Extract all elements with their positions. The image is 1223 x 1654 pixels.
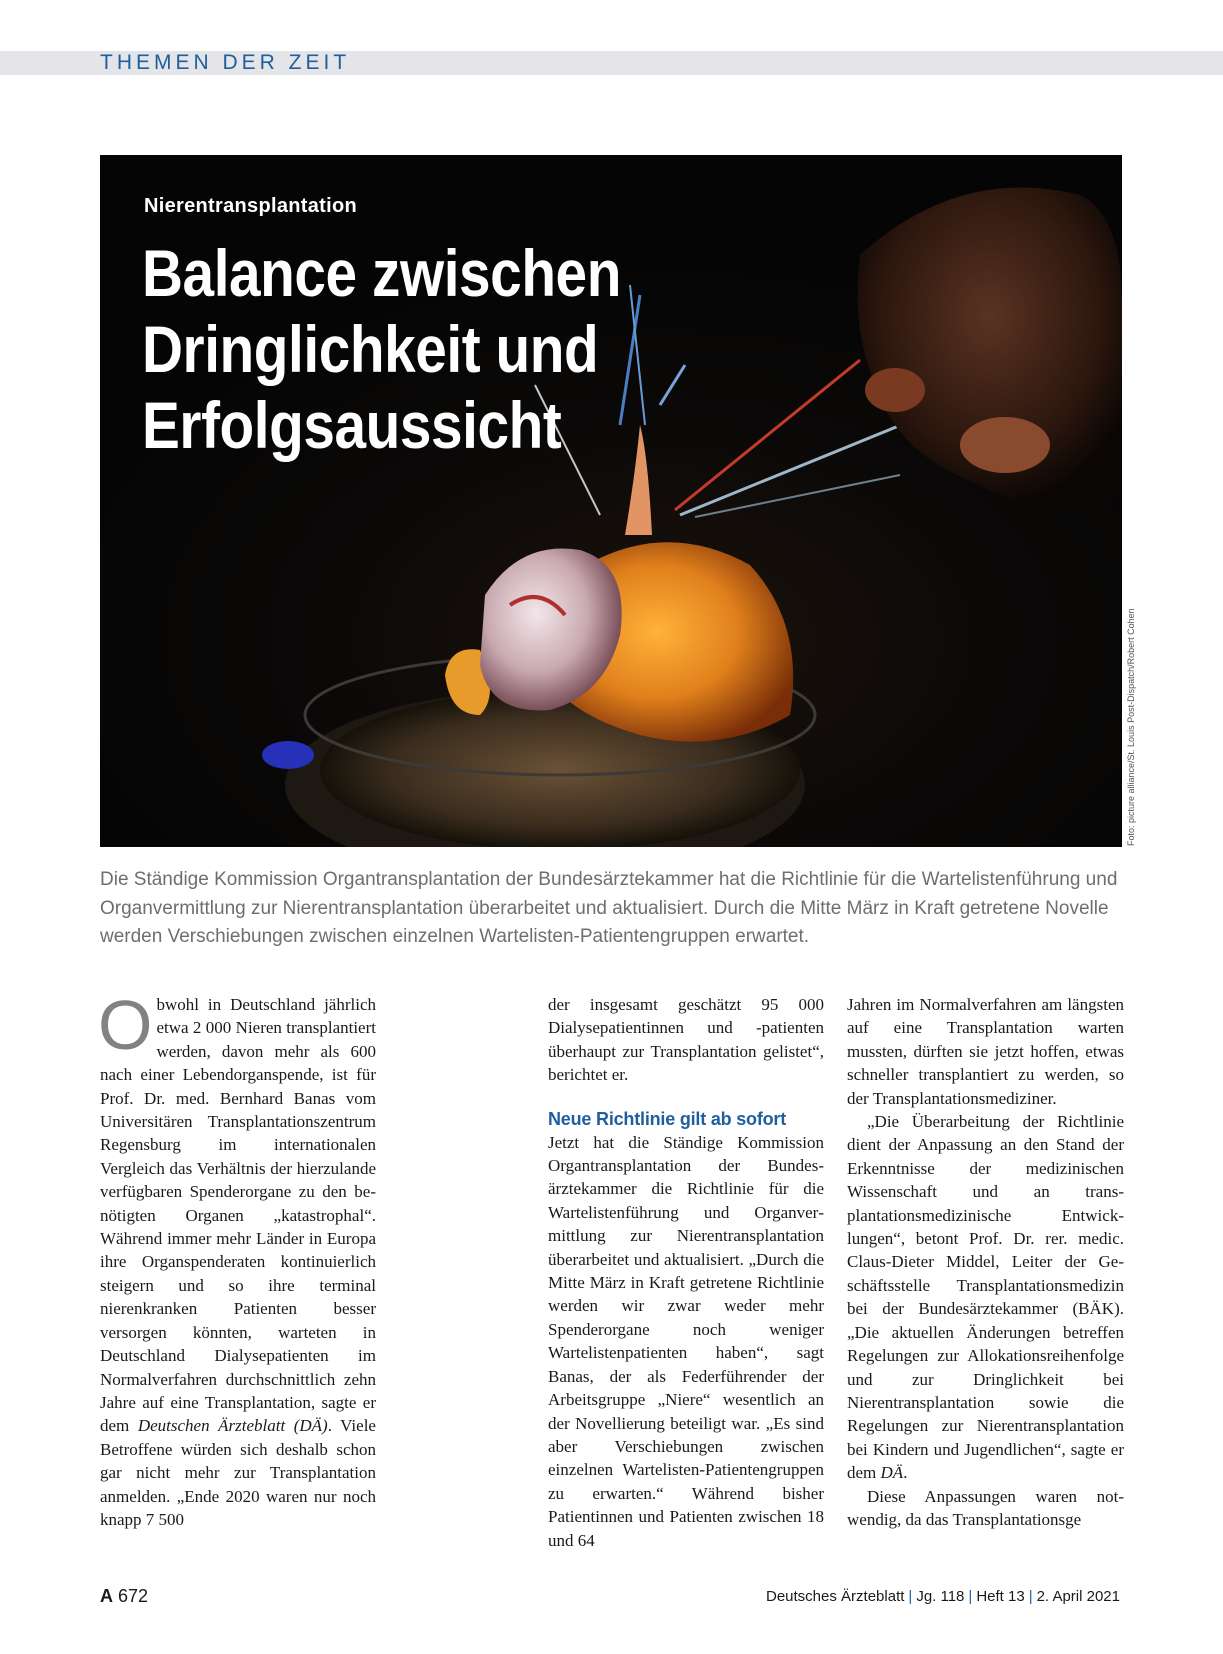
- body-text: „Die Überarbeitung der Richtlinie dient der Anpassung an den Stand der Erkenntnisse der medizinischen Wissenschaft und an transplantationsmedizinische Entwicklungen“, betont Prof. Dr. rer. medic. Claus-Dieter Middel, Leiter der Geschäftsstelle Transplantationsmedizin bei der Bundesärztekammer (BÄK). „Die aktuellen Änderungen betreffen Regelungen zur Allokationsreihenfolge und zur Dringlichkeit bei Nierentransplantation sowie die Regelungen zur Nierentransplantation bei Kindern und Jugendlichen“, sagte er dem: [847, 1112, 1124, 1483]
- article-title-line: Balance zwischen: [142, 236, 621, 310]
- body-text: .: [903, 1463, 908, 1483]
- journal-footer: [766, 1588, 1120, 1605]
- body-paragraph: [847, 1110, 1124, 1485]
- body-text: bwohl in Deutschland jährlich etwa 2 000 Nieren transplantiert werden, davon mehr als 600 nach einer Lebendorganspende, ist für Prof. Dr. med. Bernhard Banas vom Universitären Transplantationszentrum Regensburg im internationalen Vergleich das Verhältnis der hierzulande verfügbaren Spenderorgane zu den benötigten Organen „katastrophal“. Während immer mehr Länder in Europa ihre Organspenderaten kontinuierlich steigern und so ihre terminal nierenkranken Patienten besser versorgen könnten, warteten in Deutschland Dialysepatienten im Normalverfahren durchschnittlich zehn Jahre auf eine Transplantation, sagte er dem: [100, 995, 376, 1436]
- body-paragraph: Diese Anpassungen waren notwendig, da das Transplantationsge: [847, 1486, 1124, 1529]
- photo-credit: Foto: picture alliance/St. Louis Post-Dispatch/Robert Cohen: [1126, 608, 1136, 846]
- body-paragraph: Jetzt hat die Ständige Kommission Organtransplantation der Bundesärztekammer die Richtlinie für die Wartelistenführung und Organvermittlung zur Nierentransplantation überarbeitet und aktualisiert. „Durch die Mitte März in Kraft getretene Richtlinie werden wir zwar weder mehr Spenderorgane noch weniger Wartelistenpatienten haben“, sagt Banas, der als Federführender der Arbeitsgruppe „Niere“ wesentlich an der Novellierung beteiligt war. „Es sind aber Verschiebungen zwischen einzelnen Wartelisten-Patientengruppen zu erwarten.“ Während bisher Patientinnen und Patienten zwischen 18 und 64: [548, 1132, 824, 1550]
- section-subheading: Neue Richtlinie gilt ab sofort: [548, 1108, 787, 1129]
- footer-separator: |: [908, 1588, 913, 1605]
- dropcap: O: [98, 986, 153, 1064]
- journal-issue: Heft 13: [976, 1588, 1025, 1605]
- article-title-line: Erfolgsaussicht: [142, 388, 562, 462]
- body-paragraph: Jahren im Normalverfahren am längsten auf eine Transplantation warten mussten, dürften sie jetzt hoffen, etwas schneller transplantiert zu werden, so der Transplantationsmediziner.: [847, 995, 1124, 1108]
- article-lead: Die Ständige Kommission Organtransplantation der Bundesärztekammer hat die Richtlinie für die Wartelistenführung und Organvermittlung zur Nierentransplantation überarbeitet und aktualisiert. Durch die Mitte März in Kraft getretene Novelle werden Verschiebungen zwischen einzelnen Wartelisten-Patientengruppen erwartet.: [100, 869, 1118, 947]
- text-column-1: [98, 986, 376, 1531]
- publication-name: Deutschen Ärzteblatt (DÄ): [137, 1416, 328, 1436]
- page-prefix: A: [100, 1586, 113, 1606]
- journal-name: Deutsches Ärzteblatt: [766, 1588, 905, 1605]
- journal-date: 2. April 2021: [1036, 1588, 1120, 1605]
- article-title: [142, 235, 621, 463]
- hero-kicker: Nierentransplantation: [144, 195, 357, 217]
- text-column-3: [847, 993, 1124, 1531]
- footer-separator: |: [1028, 1588, 1033, 1605]
- page-number-value: 672: [118, 1586, 149, 1606]
- section-label: THEMEN DER ZEIT: [100, 51, 351, 74]
- body-text: . Viele Betroffene würden sich deshalb schon gar nicht mehr zur Transplantation anmelden. „Ende 2020 waren nur noch knapp 7 500: [100, 1416, 376, 1529]
- text-column-2: [548, 993, 824, 1552]
- hero-image: [100, 155, 1122, 847]
- body-paragraph: der insgesamt geschätzt 95 000 Dialysepatientinnen und -patienten überhaupt zur Transplantation gelistet“, berichtet er.: [548, 995, 824, 1085]
- article-title-line: Dringlichkeit und: [142, 312, 599, 386]
- journal-volume: Jg. 118: [916, 1588, 965, 1605]
- footer-separator: |: [968, 1588, 973, 1605]
- page-number: [100, 1586, 148, 1607]
- publication-abbr: DÄ: [880, 1463, 904, 1483]
